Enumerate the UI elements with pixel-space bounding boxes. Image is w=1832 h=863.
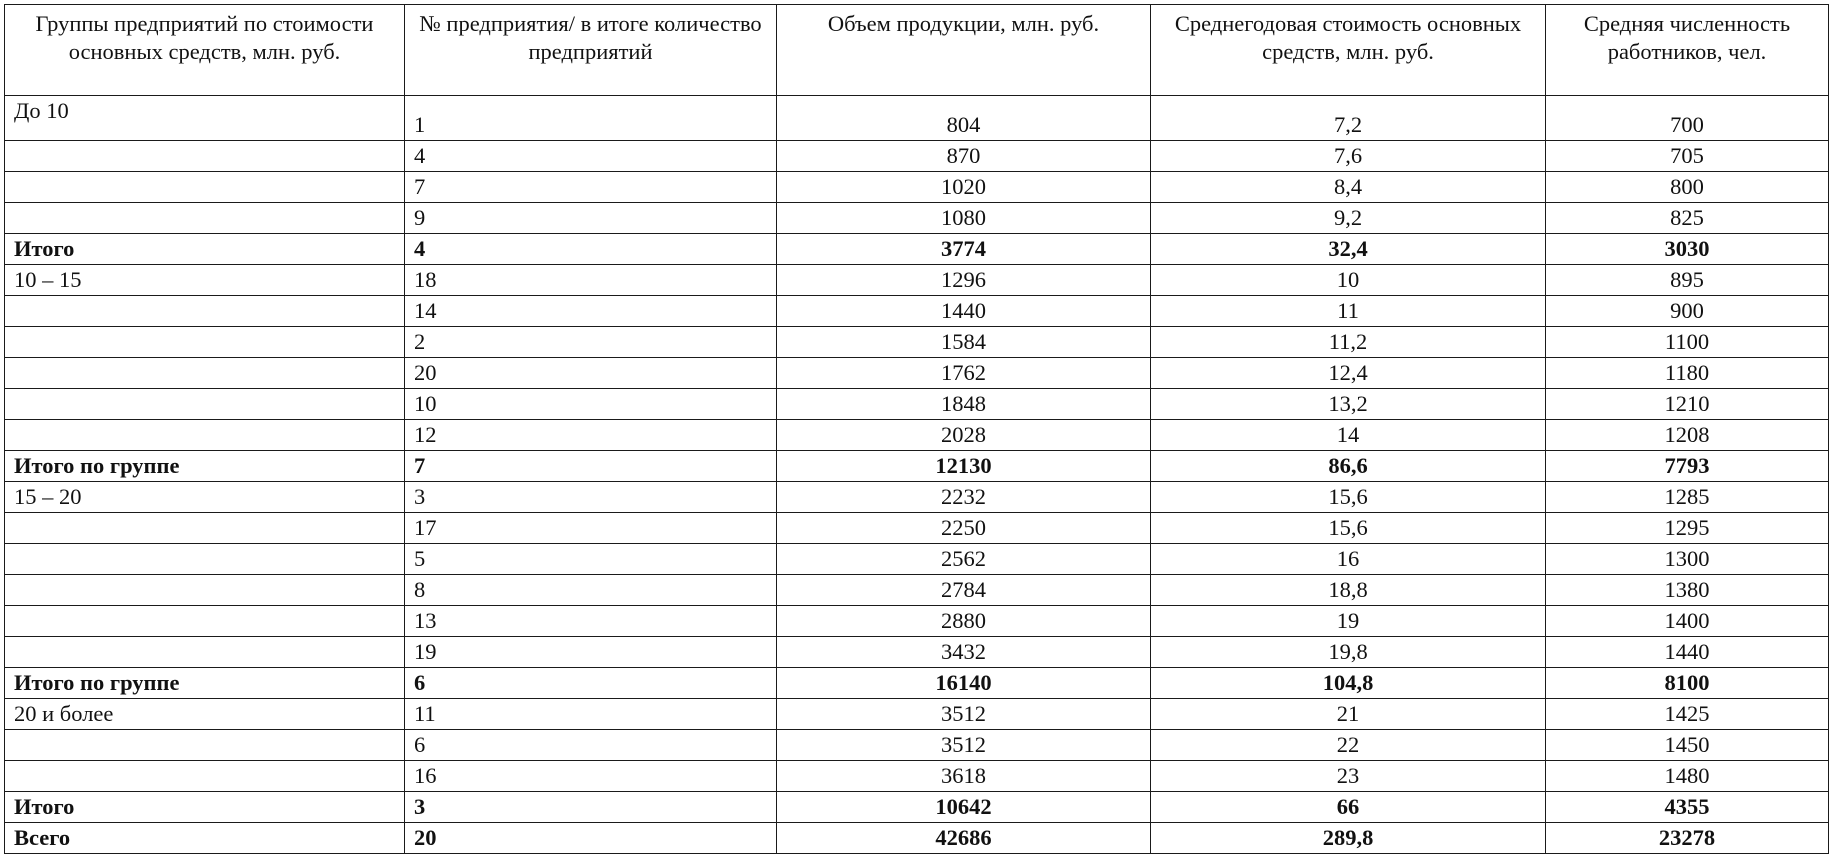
production-volume-cell: 2880: [777, 606, 1151, 637]
group-cell: Итого по группе: [5, 451, 405, 482]
employees-cell: 700: [1546, 96, 1829, 141]
enterprise-number-cell: 3: [405, 482, 777, 513]
employees-cell: 1400: [1546, 606, 1829, 637]
production-volume-cell: 3618: [777, 761, 1151, 792]
group-cell: [5, 761, 405, 792]
production-volume-cell: 3774: [777, 234, 1151, 265]
asset-cost-cell: 16: [1151, 544, 1546, 575]
enterprise-number-cell: 17: [405, 513, 777, 544]
production-volume-cell: 2784: [777, 575, 1151, 606]
asset-cost-cell: 10: [1151, 265, 1546, 296]
employees-cell: 1300: [1546, 544, 1829, 575]
asset-cost-cell: 32,4: [1151, 234, 1546, 265]
group-cell: До 10: [5, 96, 405, 141]
employees-cell: 705: [1546, 141, 1829, 172]
header-production-volume: Объем продукции, млн. руб.: [777, 5, 1151, 96]
group-cell: [5, 389, 405, 420]
table-row: [5, 327, 1829, 358]
group-cell: [5, 358, 405, 389]
table-total-row: [5, 668, 1829, 699]
header-avg-employees: Средняя численность работников, чел.: [1546, 5, 1829, 96]
production-volume-cell: 16140: [777, 668, 1151, 699]
group-cell: [5, 513, 405, 544]
asset-cost-cell: 289,8: [1151, 823, 1546, 854]
employees-cell: 1450: [1546, 730, 1829, 761]
employees-cell: 23278: [1546, 823, 1829, 854]
enterprise-number-cell: 9: [405, 203, 777, 234]
group-cell: [5, 606, 405, 637]
table-row: [5, 730, 1829, 761]
table-row: [5, 96, 1829, 141]
production-volume-cell: 1762: [777, 358, 1151, 389]
header-avg-asset-cost: Среднегодовая стоимость основных средств, млн. руб.: [1151, 5, 1546, 96]
table-row: [5, 761, 1829, 792]
header-enterprise-number: № предприятия/ в итоге количество предприятий: [405, 5, 777, 96]
asset-cost-cell: 23: [1151, 761, 1546, 792]
enterprise-number-cell: 6: [405, 730, 777, 761]
enterprise-number-cell: 7: [405, 451, 777, 482]
asset-cost-cell: 11,2: [1151, 327, 1546, 358]
table-row: [5, 389, 1829, 420]
enterprise-number-cell: 12: [405, 420, 777, 451]
enterprise-number-cell: 7: [405, 172, 777, 203]
production-volume-cell: 2232: [777, 482, 1151, 513]
enterprise-number-cell: 13: [405, 606, 777, 637]
production-volume-cell: 2028: [777, 420, 1151, 451]
employees-cell: 1295: [1546, 513, 1829, 544]
asset-cost-cell: 13,2: [1151, 389, 1546, 420]
production-volume-cell: 870: [777, 141, 1151, 172]
employees-cell: 1380: [1546, 575, 1829, 606]
enterprise-number-cell: 3: [405, 792, 777, 823]
asset-cost-cell: 86,6: [1151, 451, 1546, 482]
enterprise-number-cell: 20: [405, 823, 777, 854]
production-volume-cell: 12130: [777, 451, 1151, 482]
asset-cost-cell: 18,8: [1151, 575, 1546, 606]
table-row: [5, 420, 1829, 451]
enterprise-groups-table: [4, 4, 1829, 854]
group-cell: [5, 544, 405, 575]
asset-cost-cell: 66: [1151, 792, 1546, 823]
asset-cost-cell: 22: [1151, 730, 1546, 761]
production-volume-cell: 2250: [777, 513, 1151, 544]
employees-cell: 825: [1546, 203, 1829, 234]
production-volume-cell: 10642: [777, 792, 1151, 823]
table-total-row: [5, 792, 1829, 823]
enterprise-number-cell: 19: [405, 637, 777, 668]
enterprise-number-cell: 2: [405, 327, 777, 358]
production-volume-cell: 3432: [777, 637, 1151, 668]
group-cell: [5, 730, 405, 761]
table-total-row: [5, 234, 1829, 265]
group-cell: Всего: [5, 823, 405, 854]
table-header-row: [5, 5, 1829, 96]
table-row: [5, 544, 1829, 575]
asset-cost-cell: 8,4: [1151, 172, 1546, 203]
employees-cell: 7793: [1546, 451, 1829, 482]
group-cell: [5, 420, 405, 451]
employees-cell: 895: [1546, 265, 1829, 296]
table-row: [5, 637, 1829, 668]
asset-cost-cell: 21: [1151, 699, 1546, 730]
group-cell: [5, 141, 405, 172]
employees-cell: 1208: [1546, 420, 1829, 451]
asset-cost-cell: 14: [1151, 420, 1546, 451]
employees-cell: 1440: [1546, 637, 1829, 668]
group-cell: [5, 575, 405, 606]
employees-cell: 1285: [1546, 482, 1829, 513]
asset-cost-cell: 19,8: [1151, 637, 1546, 668]
production-volume-cell: 42686: [777, 823, 1151, 854]
group-cell: Итого по группе: [5, 668, 405, 699]
employees-cell: 4355: [1546, 792, 1829, 823]
enterprise-number-cell: 18: [405, 265, 777, 296]
group-cell: Итого: [5, 792, 405, 823]
enterprise-number-cell: 16: [405, 761, 777, 792]
employees-cell: 8100: [1546, 668, 1829, 699]
group-cell: Итого: [5, 234, 405, 265]
asset-cost-cell: 15,6: [1151, 482, 1546, 513]
asset-cost-cell: 9,2: [1151, 203, 1546, 234]
employees-cell: 900: [1546, 296, 1829, 327]
asset-cost-cell: 15,6: [1151, 513, 1546, 544]
group-cell: [5, 296, 405, 327]
table-total-row: [5, 823, 1829, 854]
asset-cost-cell: 11: [1151, 296, 1546, 327]
production-volume-cell: 1020: [777, 172, 1151, 203]
enterprise-number-cell: 5: [405, 544, 777, 575]
production-volume-cell: 2562: [777, 544, 1151, 575]
group-cell: 15 – 20: [5, 482, 405, 513]
asset-cost-cell: 7,6: [1151, 141, 1546, 172]
table-row: [5, 172, 1829, 203]
employees-cell: 3030: [1546, 234, 1829, 265]
group-cell: 20 и более: [5, 699, 405, 730]
table-row: [5, 203, 1829, 234]
enterprise-number-cell: 4: [405, 234, 777, 265]
table-row: [5, 358, 1829, 389]
production-volume-cell: 1440: [777, 296, 1151, 327]
table-row: [5, 141, 1829, 172]
table-total-row: [5, 451, 1829, 482]
production-volume-cell: 1296: [777, 265, 1151, 296]
table-row: [5, 575, 1829, 606]
asset-cost-cell: 104,8: [1151, 668, 1546, 699]
enterprise-number-cell: 10: [405, 389, 777, 420]
asset-cost-cell: 19: [1151, 606, 1546, 637]
production-volume-cell: 1584: [777, 327, 1151, 358]
table-row: [5, 699, 1829, 730]
table-row: [5, 296, 1829, 327]
enterprise-number-cell: 4: [405, 141, 777, 172]
production-volume-cell: 3512: [777, 730, 1151, 761]
table-row: [5, 606, 1829, 637]
employees-cell: 1210: [1546, 389, 1829, 420]
group-cell: [5, 637, 405, 668]
table-row: [5, 513, 1829, 544]
group-cell: 10 – 15: [5, 265, 405, 296]
enterprise-number-cell: 14: [405, 296, 777, 327]
header-asset-groups: Группы предприятий по стоимости основных средств, млн. руб.: [5, 5, 405, 96]
document-page: [4, 4, 1828, 854]
table-row: [5, 482, 1829, 513]
asset-cost-cell: 7,2: [1151, 96, 1546, 141]
production-volume-cell: 804: [777, 96, 1151, 141]
table-row: [5, 265, 1829, 296]
enterprise-number-cell: 6: [405, 668, 777, 699]
enterprise-number-cell: 1: [405, 96, 777, 141]
employees-cell: 1180: [1546, 358, 1829, 389]
group-cell: [5, 327, 405, 358]
asset-cost-cell: 12,4: [1151, 358, 1546, 389]
enterprise-number-cell: 20: [405, 358, 777, 389]
employees-cell: 1425: [1546, 699, 1829, 730]
enterprise-number-cell: 8: [405, 575, 777, 606]
employees-cell: 1480: [1546, 761, 1829, 792]
group-cell: [5, 172, 405, 203]
employees-cell: 800: [1546, 172, 1829, 203]
production-volume-cell: 1848: [777, 389, 1151, 420]
employees-cell: 1100: [1546, 327, 1829, 358]
table-body: [5, 96, 1829, 854]
production-volume-cell: 1080: [777, 203, 1151, 234]
production-volume-cell: 3512: [777, 699, 1151, 730]
group-cell: [5, 203, 405, 234]
enterprise-number-cell: 11: [405, 699, 777, 730]
